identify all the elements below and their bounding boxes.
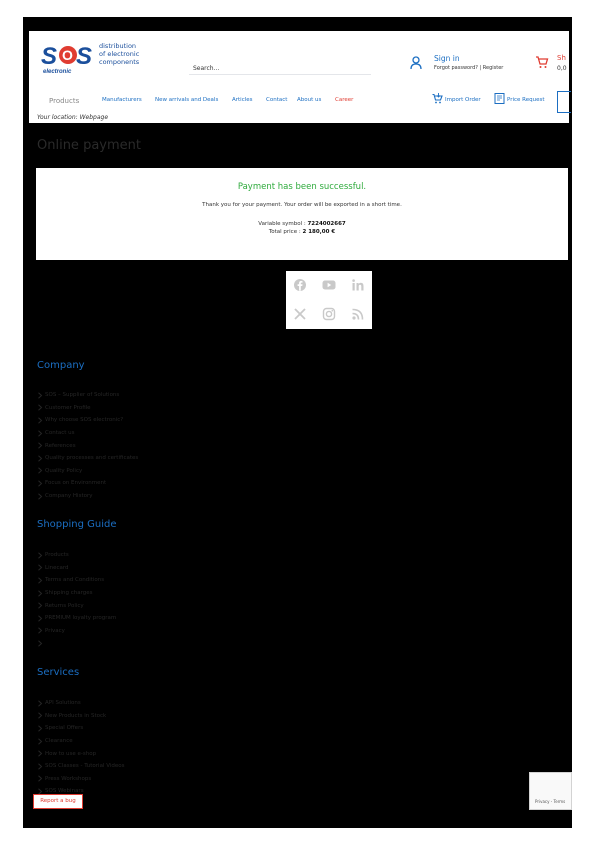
variable-symbol-value: 7224002667 xyxy=(307,221,346,227)
payment-result-card xyxy=(36,168,568,260)
total-price-row xyxy=(36,229,568,235)
footer-services-title: Services xyxy=(37,667,80,678)
variable-symbol-label: Variable symbol : xyxy=(258,221,308,227)
chevron-right-icon xyxy=(37,480,43,487)
tagline-line: of electronic xyxy=(99,50,140,58)
footer-link[interactable] xyxy=(37,587,116,600)
chevron-right-icon xyxy=(37,392,43,399)
footer-link[interactable] xyxy=(37,439,138,452)
chevron-right-icon xyxy=(37,430,43,437)
footer-link[interactable] xyxy=(37,427,138,440)
chevron-right-icon xyxy=(37,467,43,474)
footer-link[interactable] xyxy=(37,722,125,735)
chevron-right-icon xyxy=(37,493,43,500)
footer-link[interactable] xyxy=(37,710,125,723)
import-order-link[interactable]: Import Order xyxy=(445,97,481,103)
chevron-right-icon xyxy=(37,602,43,609)
chevron-right-icon xyxy=(37,552,43,559)
footer-link-label: Company History xyxy=(45,493,93,500)
svg-text:S: S xyxy=(76,43,93,70)
chevron-right-icon xyxy=(37,738,43,745)
forgot-register-links[interactable]: Forgot password? | Register xyxy=(434,65,504,71)
instagram-icon[interactable] xyxy=(322,307,336,321)
footer-link-label: References xyxy=(45,442,76,449)
site-header xyxy=(29,31,569,123)
sign-in-link[interactable]: Sign in xyxy=(434,54,460,63)
svg-text:O: O xyxy=(62,47,73,63)
footer-link-label: How to use e-shop xyxy=(45,750,97,757)
page-title: Online payment xyxy=(37,138,141,153)
linkedin-icon[interactable] xyxy=(351,278,365,292)
chevron-right-icon xyxy=(37,725,43,732)
footer-link-label: Quality Policy xyxy=(45,467,83,474)
import-cart-icon[interactable] xyxy=(432,93,443,104)
footer-link[interactable] xyxy=(37,697,125,710)
price-request-icon[interactable] xyxy=(494,93,505,104)
footer-link[interactable] xyxy=(37,574,116,587)
footer-link[interactable] xyxy=(37,414,138,427)
footer-link[interactable] xyxy=(37,549,116,562)
footer-link[interactable] xyxy=(37,562,116,575)
tagline xyxy=(99,42,169,66)
footer-link[interactable] xyxy=(37,747,125,760)
youtube-icon[interactable] xyxy=(322,278,336,292)
footer-link[interactable] xyxy=(37,637,116,650)
search-input[interactable] xyxy=(189,59,371,78)
footer-link[interactable] xyxy=(37,402,138,415)
variable-symbol-row xyxy=(36,221,568,227)
report-bug-button[interactable]: Report a bug xyxy=(33,794,83,809)
chevron-right-icon xyxy=(37,590,43,597)
search-box xyxy=(189,55,371,75)
footer-link-label: Customer Profile xyxy=(45,404,91,411)
chevron-right-icon xyxy=(37,455,43,462)
payment-success-message: Payment has been successful. xyxy=(237,182,367,192)
footer-link-label: Linecard xyxy=(45,564,69,571)
svg-text:electronic: electronic xyxy=(43,69,72,75)
footer-link-label: Terms and Conditions xyxy=(45,577,105,584)
chevron-right-icon xyxy=(37,577,43,584)
chevron-right-icon xyxy=(37,627,43,634)
side-panel-tab[interactable] xyxy=(557,91,571,113)
chevron-right-icon xyxy=(37,404,43,411)
footer-link-label: Focus on Environment xyxy=(45,480,107,487)
footer-link[interactable] xyxy=(37,465,138,478)
chevron-right-icon xyxy=(37,750,43,757)
footer-link-label: Contact us xyxy=(45,430,75,437)
cart-value: 0,0 xyxy=(557,65,567,72)
footer-link[interactable] xyxy=(37,389,138,402)
total-price-label: Total price : xyxy=(268,229,303,235)
footer-link-label: PREMIUM loyalty program xyxy=(45,615,117,622)
chevron-right-icon xyxy=(37,712,43,719)
main-nav xyxy=(29,91,569,113)
footer-link[interactable] xyxy=(37,625,116,638)
footer-company-links xyxy=(37,389,138,502)
footer-shopping-title: Shopping Guide xyxy=(37,519,117,530)
footer-link-label: SOS – Supplier of Solutions xyxy=(45,392,120,399)
footer-link[interactable] xyxy=(37,760,125,773)
page-frame xyxy=(23,17,572,828)
chevron-right-icon xyxy=(37,700,43,707)
chevron-right-icon xyxy=(37,417,43,424)
chevron-right-icon xyxy=(37,564,43,571)
sos-electronic-logo[interactable] xyxy=(40,39,94,75)
products-menu[interactable]: Products xyxy=(49,97,80,105)
footer-link-label: API Solutions xyxy=(45,700,81,707)
recaptcha-terms[interactable]: Privacy - Terms xyxy=(535,799,566,804)
footer-link[interactable] xyxy=(37,452,138,465)
social-links xyxy=(286,271,372,329)
footer-link[interactable] xyxy=(37,612,116,625)
footer-link[interactable] xyxy=(37,490,138,503)
recaptcha-badge[interactable] xyxy=(529,772,572,810)
nav-item-articles[interactable]: Articles xyxy=(232,97,253,103)
footer-link-label: Why choose SOS electronic? xyxy=(45,417,124,424)
chevron-right-icon xyxy=(37,763,43,770)
chevron-right-icon xyxy=(37,442,43,449)
footer-link-label: New Products in Stock xyxy=(45,712,107,719)
price-request-link[interactable]: Price Request xyxy=(507,97,545,103)
rss-icon[interactable] xyxy=(351,307,365,321)
total-price-value: 2 180,00 € xyxy=(302,229,336,235)
footer-link[interactable] xyxy=(37,477,138,490)
nav-item-manufacturers[interactable]: Manufacturers xyxy=(102,97,142,103)
svg-text:S: S xyxy=(41,43,58,70)
chevron-right-icon xyxy=(37,615,43,622)
nav-item-new-arrivals[interactable]: New arrivals and Deals xyxy=(155,97,219,103)
nav-item-about-us[interactable]: About us xyxy=(297,97,322,103)
footer-services-links xyxy=(37,697,125,798)
chevron-right-icon xyxy=(37,775,43,782)
footer-shopping-links xyxy=(37,549,116,650)
tagline-line: components xyxy=(99,58,140,66)
footer-link-label: Press Workshops xyxy=(45,775,92,782)
nav-item-career[interactable]: Career xyxy=(335,97,354,103)
footer-link-label: Products xyxy=(45,552,69,559)
footer-link-label: Returns Policy xyxy=(45,602,84,609)
user-icon[interactable] xyxy=(410,56,422,70)
payment-thanks-text: Thank you for your payment. Your order will be exported in a short time. xyxy=(202,202,402,208)
footer-link-label: Shipping charges xyxy=(45,590,93,597)
nav-item-contact[interactable]: Contact xyxy=(266,97,288,103)
footer-link-label: SOS Webinars xyxy=(45,788,84,795)
footer-link-label: SOS Classes - Tutorial Videos xyxy=(45,763,125,770)
tagline-line: distribution xyxy=(99,42,137,50)
facebook-icon[interactable] xyxy=(293,278,307,292)
breadcrumb: Your location: Webpage xyxy=(37,114,109,121)
footer-company-title: Company xyxy=(37,360,85,371)
footer-link-label: Privacy xyxy=(45,627,65,634)
footer-link-label: Clearance xyxy=(45,738,73,745)
footer-link[interactable] xyxy=(37,599,116,612)
footer-link[interactable] xyxy=(37,773,125,786)
footer-link[interactable] xyxy=(37,735,125,748)
footer-link-label: Quality processes and certificates xyxy=(45,455,139,462)
cart-icon[interactable] xyxy=(535,55,549,69)
chevron-right-icon xyxy=(37,640,43,647)
x-icon[interactable] xyxy=(293,307,307,321)
cart-label[interactable]: Sh xyxy=(557,54,566,62)
footer-link-label: Special Offers xyxy=(45,725,84,732)
